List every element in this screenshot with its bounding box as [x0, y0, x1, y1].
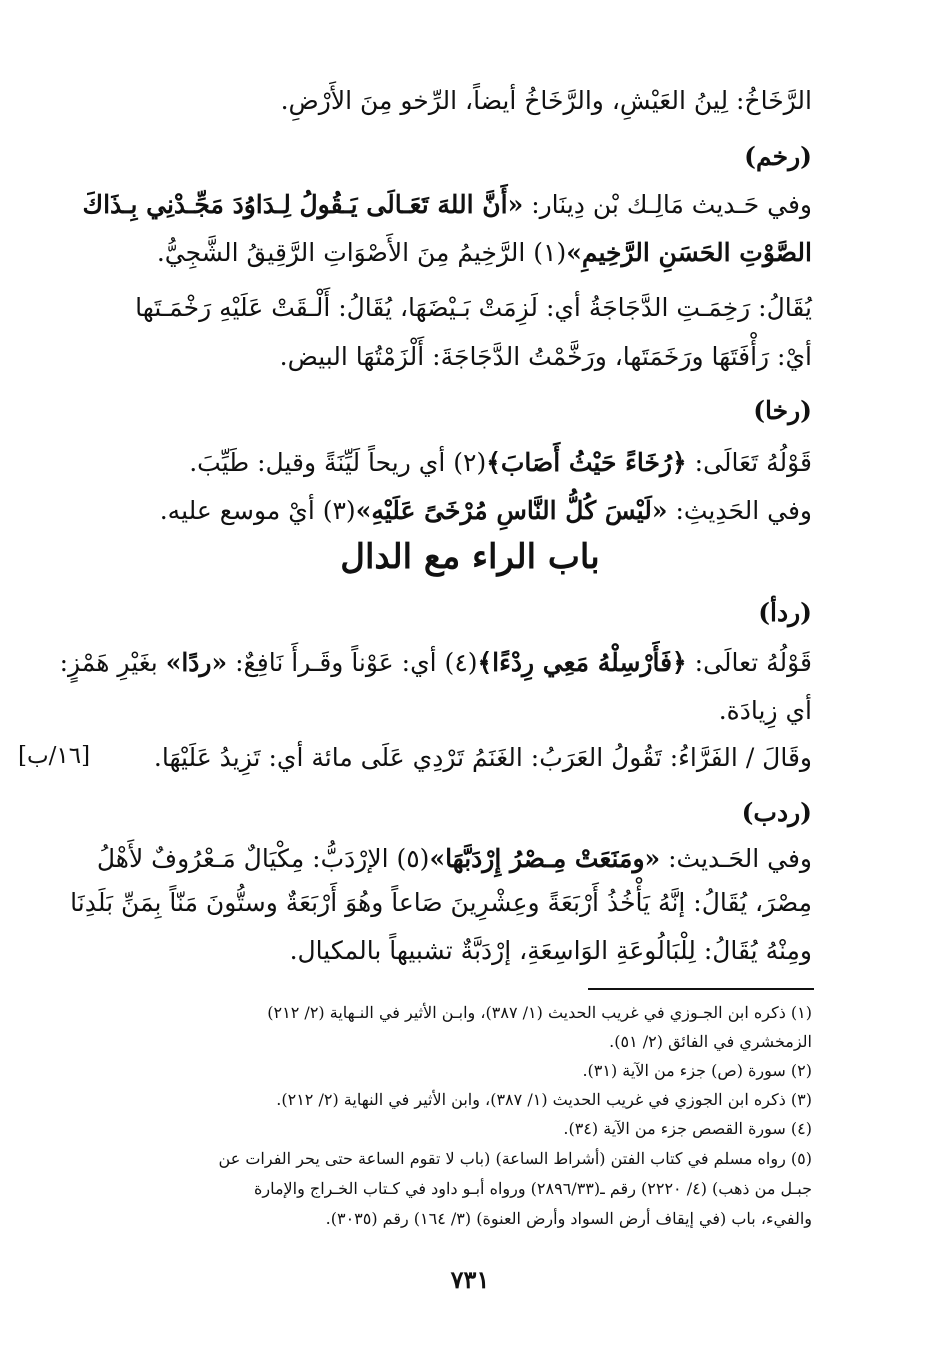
text-segment: (٤) أي: عَوْناً وقَـرأَ نَافِعٌ:	[235, 648, 478, 677]
text-line: يُقَالُ: رَخِمَـتِ الدَّجَاجَةُ أي: لَزِمَتْ بَـيْضَهَا، يُقَالُ: أَلْـقَتْ عَلَيْهِ رَخْمَـتَها	[135, 293, 812, 322]
page-number: ٧٣١	[450, 1265, 490, 1294]
footnote-line: الزمخشري في الفائق (٢/ ٥١).	[609, 1032, 812, 1051]
hadith-quote: الصَّوْتِ الحَسَنِ الرَّخِيمِ»	[566, 238, 812, 267]
text-line	[157, 240, 812, 265]
text-line: أي زِيادَة.	[718, 696, 812, 725]
text-segment: وفي الحَدِيثِ:	[675, 496, 812, 525]
text-segment: قَوْلُهُ تَعَالَى:	[694, 448, 812, 477]
quran-quote: ﴿رُخَاءً حَيْثُ أَصَابَ﴾	[486, 448, 687, 477]
footnote-line: جبـل من ذهب) (٤/ ٢٢٢٠) رقم ـ(٢٨٩٦/٣٣) ورواه أبـو داود في كـتاب الخـراج والإمارة	[253, 1179, 812, 1198]
footnote-separator	[588, 988, 814, 990]
text-segment: (٢) أي ريحاً لَيِّنَةً وقيل: طَيِّبَ.	[189, 448, 487, 477]
text-line: أيْ: رَأْفَتَهَا ورَخَمَتَها، ورَخَّمْتُ الدَّجَاجَةَ: أَلْزَمْتُهَا البيض.	[279, 342, 812, 371]
chapter-title: باب الراء مع الدال	[340, 537, 600, 577]
entry-heading: (رخا)	[753, 396, 812, 425]
text-line: مِصْرَ، يُقَالُ: إنَّهُ يَأْخُذُ أَرْبَعَةً وعِشْرِينَ صَاعاً وهُوَ أَرْبَعَةٌ وستُّونَ مَنّاً بِمَنِّ بَلَدِنَا	[70, 888, 812, 917]
entry-heading: (ردأ)	[758, 598, 812, 627]
text-line: الرَّخَاخُ: لِينُ العَيْشِ، والرَّخَاخُ أيضاً، الرِّخو مِنَ الأَرْضِ.	[280, 86, 812, 115]
entry-heading: (ردب)	[741, 798, 812, 827]
footnote-line: (٤) سورة القصص جزء من الآية (٣٤).	[563, 1119, 812, 1138]
text-segment: (٥) الإرْدَبُّ: مِكْيَالٌ مَـعْرُوفٌ لأَهْلُ	[96, 844, 430, 873]
text-segment: (٣) أيْ موسع عليه.	[159, 496, 356, 525]
footnote-line: (٢) سورة (ص) جزء من الآية (٣١).	[582, 1061, 812, 1080]
footnote-line: (٣) ذكره ابن الجوزي في غريب الحديث (١/ ٣٨٧)، وابن الأثير في النهاية (٢/ ٢١٢).	[276, 1090, 812, 1109]
text-segment: قَوْلُهُ تعالَى:	[694, 648, 812, 677]
text-segment: وفي حَـديث مَالِـك بْن دِينَار:	[531, 190, 812, 219]
text-line	[160, 498, 812, 523]
footnote-line: (٥) رواه مسلم في كتاب الفتن (أشراط الساعة) (باب لا تقوم الساعة حتى يحر الفرات عن	[218, 1149, 812, 1168]
hadith-quote: «لَيْسَ كُلُّ النَّاسِ مُرْخَىً عَلَيْهِ»	[355, 496, 668, 525]
text-line: ومِنْهُ يُقَالُ: لِلْبَالُوعَةِ الوَاسِعَةِ، إرْدَبَّةٌ تشبيهاً بالمكيال.	[289, 936, 812, 965]
text-line	[189, 450, 812, 475]
footnote-line: (١) ذكره ابن الجـوزي في غريب الحديث (١/ ٣٨٧)، وابـن الأثير في النـهاية (٢/ ٢١٢)	[267, 1003, 812, 1022]
text-line	[82, 192, 812, 217]
quran-quote: ﴿فَأَرْسِلْهُ مَعِي رِدْءًا﴾	[477, 648, 687, 677]
reading-quote: «ردًا»	[165, 648, 228, 677]
entry-heading: (رخم)	[744, 142, 812, 171]
text-segment: (١) الرَّخِيمُ مِنَ الأَصْوَاتِ الرَّقِيقُ الشَّجِيُّ.	[156, 238, 567, 267]
hadith-quote: «أَنَّ اللهَ تَعَـالَى يَـقُولُ لِـدَاوُدَ مَجِّـدْنِي بِـذَاكَ	[82, 190, 524, 219]
hadith-quote: «ومَنَعَتْ مِـصْرُ إِرْدَبَّهَا»	[429, 844, 661, 873]
text-line	[60, 650, 812, 675]
footnote-line: والفيء، باب (في إيقاف أرض السواد وأرض العنوة) (٣/ ١٦٤) رقم (٣٠٣٥).	[325, 1209, 812, 1228]
text-line: وقَالَ / الفَرَّاءُ: تَقُولُ العَرَبُ: الغَنَمُ تَرْدِي عَلَى مائة أي: تَزِيدُ عَلَيْهَا.	[153, 743, 812, 772]
text-segment: بغَيْرِ هَمْزٍ:	[59, 648, 158, 677]
text-segment: وفي الحَـديث:	[668, 844, 812, 873]
text-line	[97, 846, 812, 871]
margin-folio-note: [١٦/ب]	[18, 743, 91, 769]
